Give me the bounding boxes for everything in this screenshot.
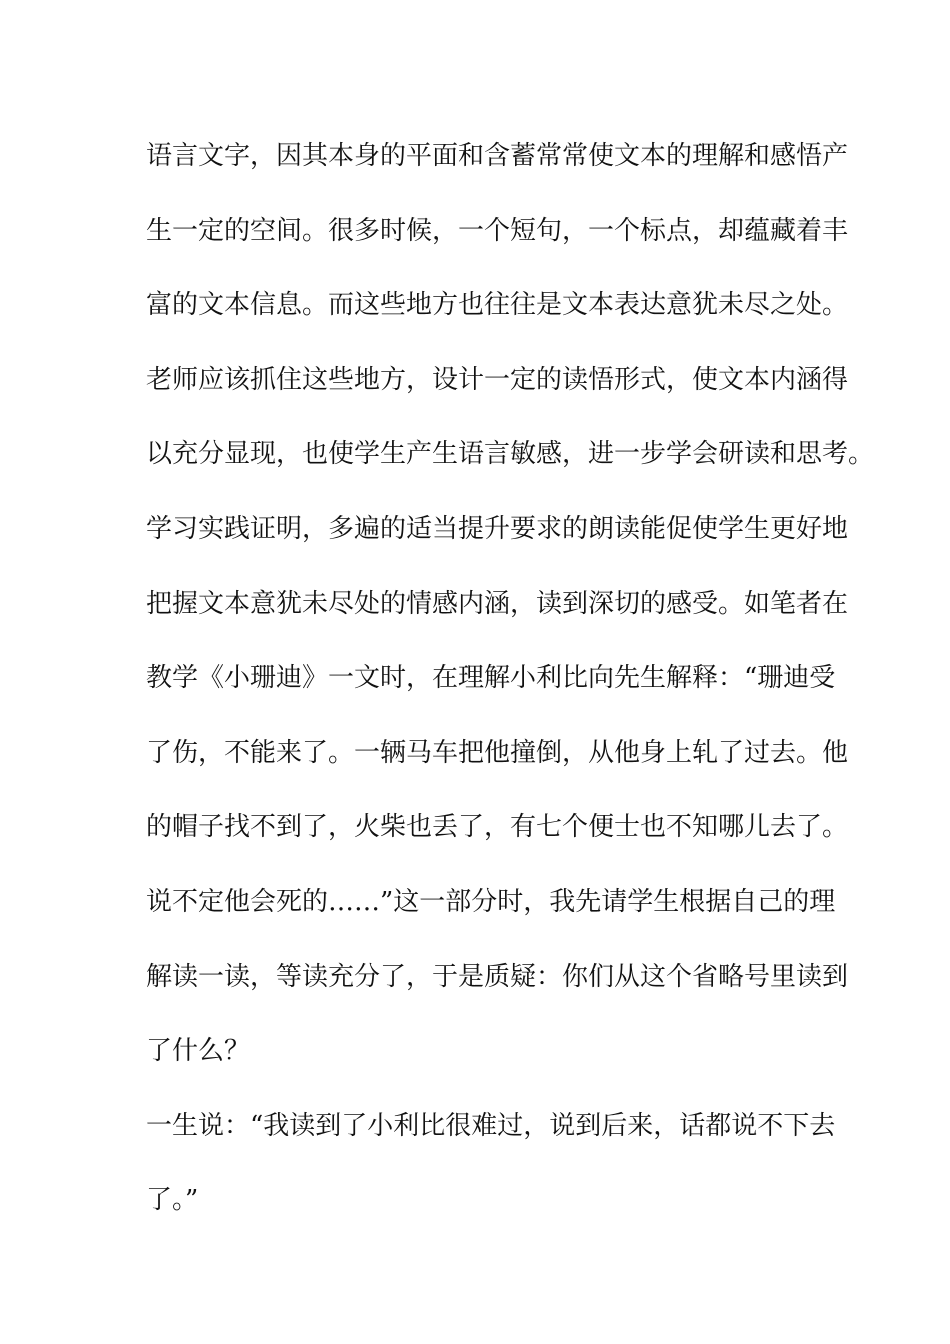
- text-line-9: 了伤，不能来了。一辆马车把他撞倒，从他身上轧了过去。他: [146, 737, 849, 768]
- text-line-11: 说不定他会死的……”这一部分时，我先请学生根据自己的理: [146, 886, 836, 917]
- text-line-7: 把握文本意犹未尽处的情感内涵，读到深切的感受。如笔者在: [146, 588, 849, 619]
- text-line-4: 老师应该抓住这些地方，设计一定的读悟形式，使文本内涵得: [146, 364, 849, 395]
- text-line-14: 一生说：“我读到了小利比很难过，说到后来，话都说不下去: [146, 1110, 836, 1141]
- text-line-15: 了。”: [146, 1185, 199, 1216]
- text-line-6: 学习实践证明，多遍的适当提升要求的朗读能促使学生更好地: [146, 513, 849, 544]
- text-line-2: 生一定的空间。很多时候，一个短句，一个标点，却蕴藏着丰: [146, 215, 849, 246]
- text-line-1: 语言文字，因其本身的平面和含蓄常常使文本的理解和感悟产: [146, 141, 849, 171]
- text-line-12: 解读一读，等读充分了，于是质疑：你们从这个省略号里读到: [146, 961, 849, 992]
- document-body: [146, 128, 875, 1247]
- text-line-13: 了什么？: [146, 1036, 251, 1067]
- text-line-10: 的帽子找不到了，火柴也丢了，有七个便士也不知哪儿去了。: [146, 812, 849, 843]
- text-line-5: 以充分显现，也使学生产生语言敏感，进一步学会研读和思考。: [146, 439, 875, 470]
- text-line-3: 富的文本信息。而这些地方也往往是文本表达意犹未尽之处。: [146, 290, 849, 321]
- text-line-8: 教学《小珊迪》一文时，在理解小利比向先生解释：“珊迪受: [146, 663, 836, 694]
